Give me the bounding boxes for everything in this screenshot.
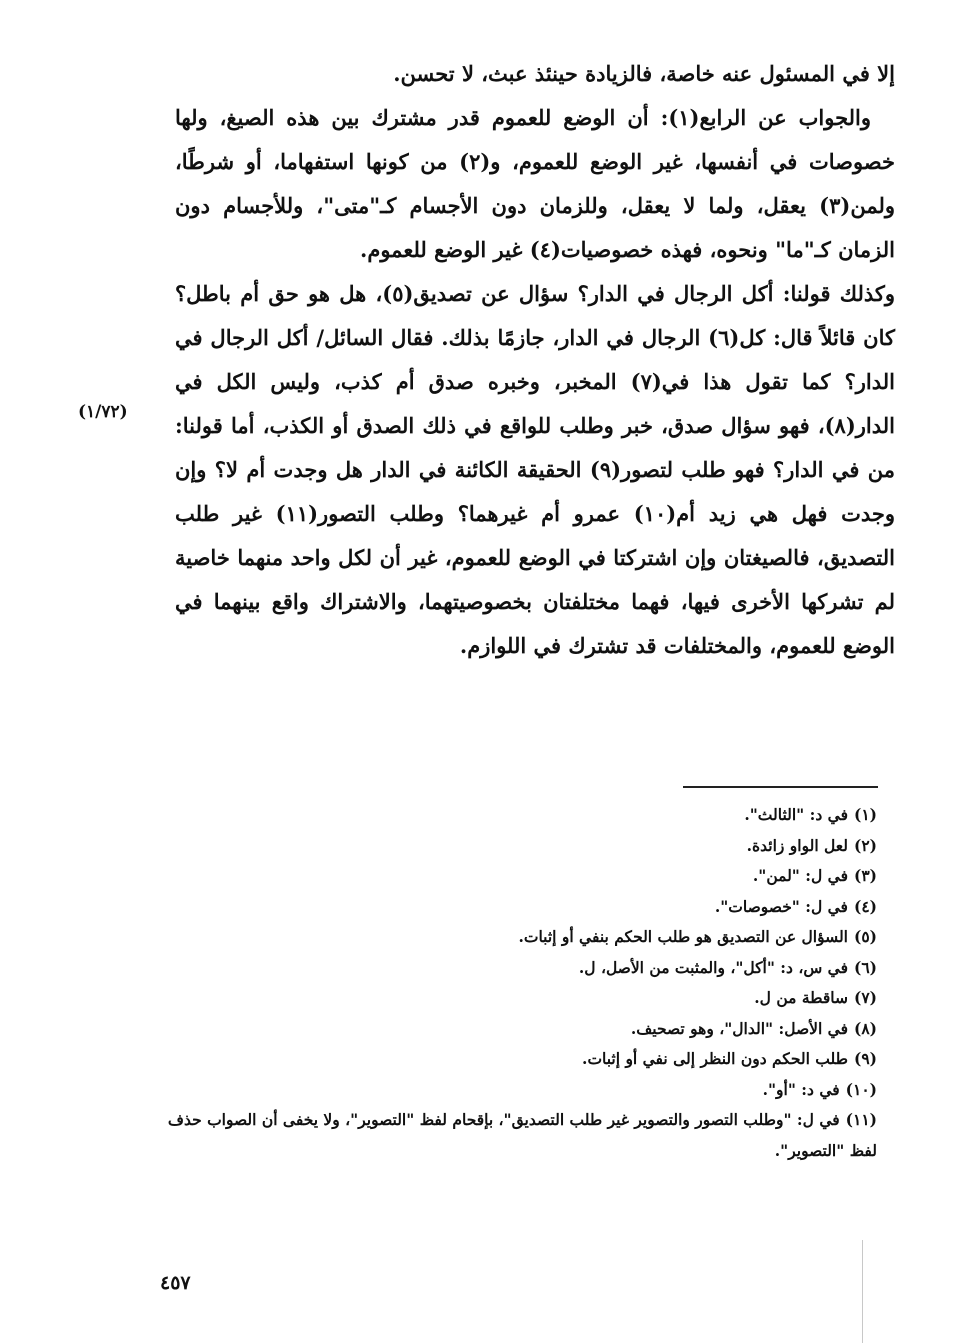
paragraph-1: إلا في المسئول عنه خاصة، فالزيادة حينئذ عبث، لا تحسن. (393, 61, 895, 86)
footnote-divider (683, 786, 878, 788)
margin-reference: (١/٧٢) (78, 402, 128, 422)
footnote (150, 1044, 877, 1075)
footnotes (150, 800, 877, 1166)
page-number: ٤٥٧ (160, 1272, 191, 1294)
footnote-text: لعل الواو زائدة. (746, 835, 848, 855)
footnote (150, 1105, 877, 1166)
footnote-text: في د: "الثالث". (744, 805, 848, 824)
footnote-text: ساقطة من ل. (754, 988, 848, 1007)
footnote-number: (٢) (853, 835, 877, 855)
footnote-number: (٨) (853, 1018, 877, 1038)
footnote (150, 1014, 877, 1045)
footnote (150, 953, 877, 984)
footnote-number: (٣) (853, 866, 877, 885)
footnote-text: في ل: "لمن". (752, 866, 848, 885)
footnote-number: (٤) (853, 896, 877, 916)
footnote-text: طلب الحكم دون النظر إلى نفي أو إثبات. (582, 1049, 848, 1068)
footnote-text: السؤال عن التصديق هو طلب الحكم بنفي أو إثبات. (518, 927, 848, 946)
footnote-text: في د: "أو". (762, 1079, 840, 1099)
footnote-number: (٦) (853, 957, 877, 977)
paragraph-2: والجواب عن الرابع(١): أن الوضع للعموم قدر مشترك بين هذه الصيغ، ولها خصوصات في أنفسها، غير الوضع للعموم، و(٢) من كونها استفهاما، أو شرطًا، ولمن(٣) يعقل، ولما لا يعقل، وللزمان دون الأجسام كـ"متى"، وللأجسام دون الزمان كـ"ما" ونحوه، فهذه خصوصيات(٤) غير الوضع للعموم. (175, 105, 895, 262)
footnote-text: في ل: "وطلب التصور والتصوير غير طلب التصديق"، بإقحام لفظ "التصوير"، ولا يخفى أن الصواب حذف لفظ "التصوير". (167, 1110, 877, 1160)
footnote-number: (١١) (845, 1110, 877, 1129)
footnote-text: في الأصل: "الدال"، وهو تصحيف. (630, 1018, 848, 1038)
footnote (150, 983, 877, 1014)
footnote (150, 922, 877, 953)
footnote (150, 800, 877, 831)
footnote (150, 1075, 877, 1106)
paragraph-3: وكذلك قولنا: أكل الرجال في الدار؟ سؤال عن تصديق(٥)، هل هو حق أم باطل؟ كان قائلاً قال: كل(٦) الرجال في الدار، جازمًا بذلك. فقال السائل/ أكل الرجال في الدار؟ كما تقول هذا في(٧) المخبر، وخبره صدق أم كذب، وليس الكل في الدار(٨)، فهو سؤال صدق، خبر وطلب للواقع في ذلك الصدق أو الكذب، أما قولنا: من في الدار؟ فهو طلب لتصور(٩) الحقيقة الكائنة في الدار هل وجدت أم لا؟ وإن وجدت فهل هي زيد أم(١٠) عمرو أم غيرهما؟ وطلب التصور(١١) غير طلب التصديق، فالصيغتان وإن اشتركتا في الوضع للعموم، غير أن لكل واحد منهما خاصية لم تشركها الأخرى فيها، فهما مختلفتان بخصوصيتهما، والاشتراك واقع بينهما في الوضع للعموم، والمختلفات قد تشترك في اللوازم. (175, 281, 895, 658)
main-text (175, 52, 895, 668)
footnote-text: في ل: "خصوصات". (714, 896, 848, 916)
footnote-number: (٧) (853, 988, 877, 1007)
footnote-number: (١) (853, 805, 877, 824)
footnote-number: (٩) (853, 1049, 877, 1068)
footnote (150, 831, 877, 862)
footnote-number: (٥) (853, 927, 877, 946)
scan-artifact-line (862, 1240, 863, 1343)
footnote-number: (١٠) (845, 1079, 877, 1099)
footnote (150, 892, 877, 923)
footnote (150, 861, 877, 892)
footnote-text: في س، د: "أكل"، والمثبت من الأصل، ل. (578, 957, 848, 977)
